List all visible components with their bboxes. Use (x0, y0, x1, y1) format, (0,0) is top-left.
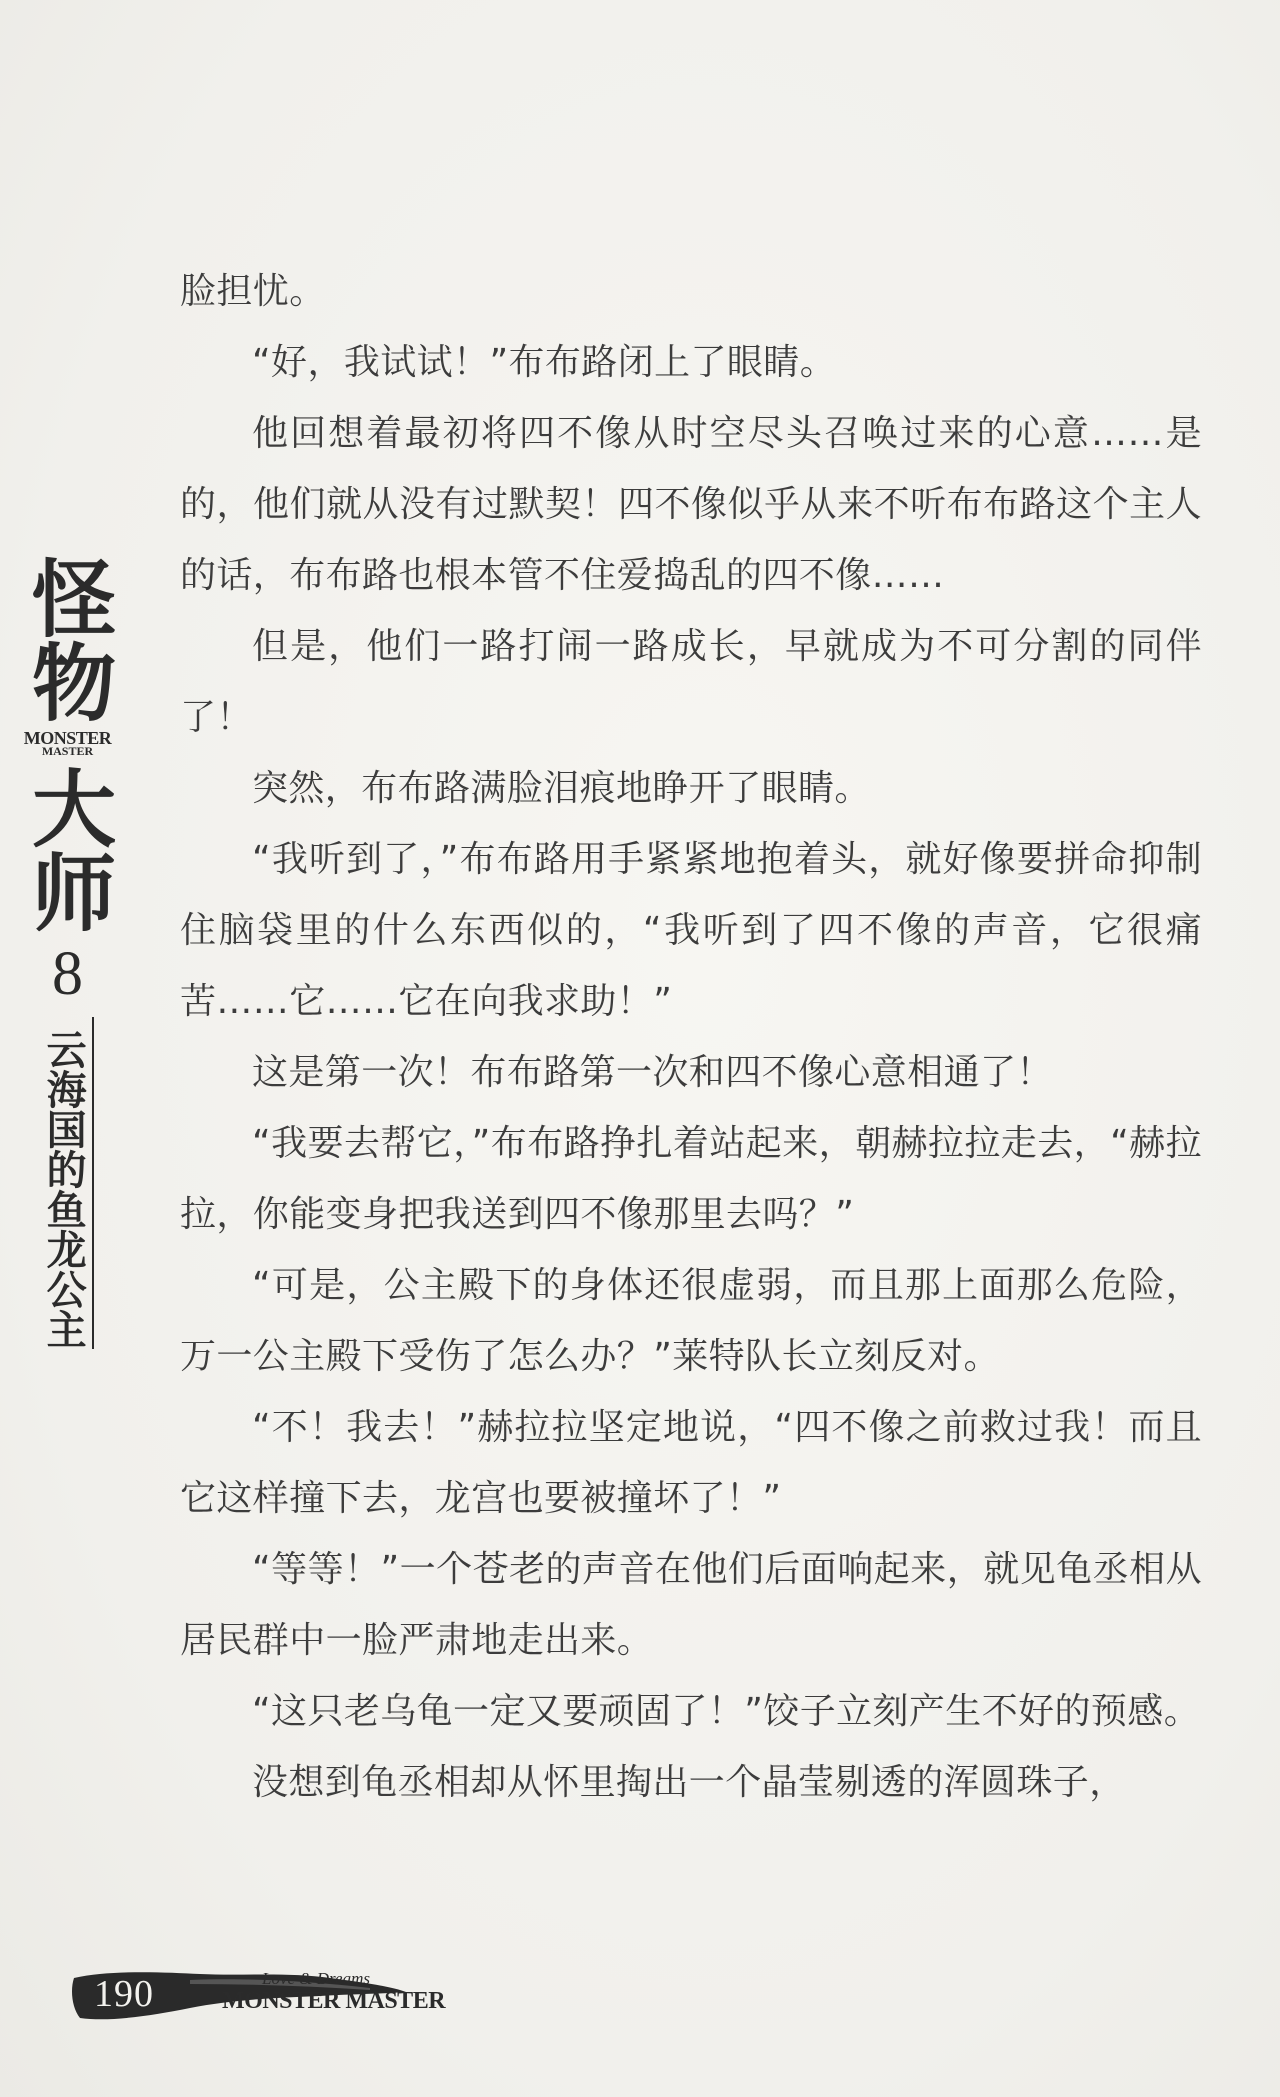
book-subtitle: 云海国的鱼龙公主 (40, 1029, 87, 1349)
paragraph: 他回想着最初将四不像从时空尽头召唤过来的心意……是的，他们就从没有过默契！四不像似乎从来不听布布路这个主人的话，布布路也根本管不住爱捣乱的四不像…… (180, 413, 1202, 596)
body-text (180, 256, 1202, 1818)
paragraph: 这是第一次！布布路第一次和四不像心意相通了！ (252, 1052, 1053, 1093)
footer-tagline-big: MONSTER MASTER (222, 1988, 446, 2014)
paragraph: “好，我试试！”布布路闭上了眼睛。 (252, 342, 837, 383)
paragraph: “我听到了，”布布路用手紧紧地抱着头，就好像要拼命抑制住脑袋里的什么东西似的，“我听到了四不像的声音，它很痛苦……它……它在向我求助！” (180, 839, 1202, 1022)
series-logo (24, 729, 112, 757)
paragraph: “我要去帮它，”布布路挣扎着站起来，朝赫拉拉走去，“赫拉拉，你能变身把我送到四不像那里去吗？” (180, 1123, 1202, 1235)
paragraph: 脸担忧。 (180, 271, 326, 312)
paragraph: 没想到龟丞相却从怀里掏出一个晶莹剔透的浑圆珠子， (252, 1762, 1126, 1803)
series-title-top: 怪物 (18, 555, 117, 723)
page-footer (70, 1960, 450, 2040)
series-logo-line1: MONSTER (23, 728, 112, 748)
volume-number: 8 (52, 940, 83, 1008)
paragraph: 但是，他们一路打闹一路成长，早就成为不可分割的同伴了！ (180, 626, 1202, 738)
paragraph: 突然，布布路满脸泪痕地睁开了眼睛。 (252, 768, 871, 809)
paragraph: “不！我去！”赫拉拉坚定地说，“四不像之前救过我！而且它这样撞下去，龙宫也要被撞坏了！” (180, 1407, 1202, 1519)
series-logo-line2: MASTER (41, 744, 94, 758)
paragraph: “这只老乌龟一定又要顽固了！”饺子立刻产生不好的预感。 (252, 1691, 1201, 1732)
subtitle-block (41, 1017, 94, 1349)
footer-tagline (222, 1970, 445, 2013)
page-number: 190 (94, 1973, 154, 2015)
paragraph: “等等！”一个苍老的声音在他们后面响起来，就见龟丞相从居民群中一脸严肃地走出来。 (180, 1549, 1202, 1661)
series-title-bottom: 大师 (18, 765, 117, 933)
footer-tagline-small: Love & Dreams (262, 1969, 370, 1988)
subtitle-rule (92, 1017, 94, 1349)
paragraph: “可是，公主殿下的身体还很虚弱，而且那上面那么危险，万一公主殿下受伤了怎么办？”莱特队长立刻反对。 (180, 1265, 1202, 1377)
series-sidebar (20, 555, 115, 1349)
